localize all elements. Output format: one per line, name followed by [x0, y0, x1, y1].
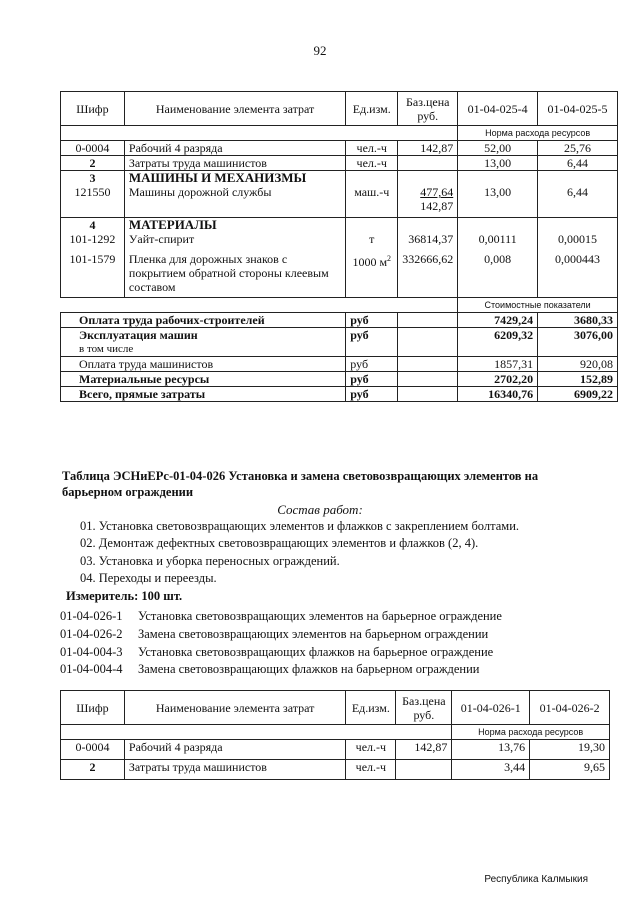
code-line: 01-04-004-4 Замена световозвращающих флажков на барьерном ограждении — [60, 662, 480, 676]
table-row: 121550 Машины дорожной службы маш.-ч 477,64 142,87 13,00 6,44 — [61, 185, 618, 217]
cost-row: Материальные ресурсы руб 2702,20 152,89 — [61, 372, 618, 387]
col-header-code: Шифр — [61, 691, 125, 725]
work-item: 02. Демонтаж дефектных световозвращающих элементов и флажков (2, 4). — [80, 536, 479, 550]
col-header-unit: Ед.изм. — [346, 691, 396, 725]
table-row: 2 Затраты труда машинистов чел.-ч 3,44 9,65 — [61, 760, 610, 780]
footer-region: Республика Калмыкия — [484, 874, 588, 885]
col-header-rate-2: 01-04-025-5 — [538, 92, 618, 126]
norm-label: Норма расхода ресурсов — [458, 126, 618, 141]
col-header-rate-1: 01-04-025-4 — [458, 92, 538, 126]
section-title: Таблица ЭСНиЕРс-01-04-026 Установка и замена световозвращающих элементов на барьерном ограждении — [62, 469, 539, 499]
table-row: 4 МАТЕРИАЛЫ — [61, 217, 618, 232]
code-line: 01-04-026-2 Замена световозвращающих элементов на барьерном ограждении — [60, 627, 489, 641]
norm-label: Норма расхода ресурсов — [452, 725, 610, 740]
col-header-name: Наименование элемента затрат — [124, 92, 345, 126]
cost-row: Всего, прямые затраты руб 16340,76 6909,22 — [61, 387, 618, 402]
cost-row: Оплата труда рабочих-строителей руб 7429,24 3680,33 — [61, 313, 618, 328]
table-row: 101-1292 Уайт-спирит т 36814,37 0,00111 0,00015 — [61, 232, 618, 252]
code-line: 01-04-026-1 Установка световозвращающих элементов на барьерное ограждение — [60, 609, 502, 623]
page-number: 92 — [313, 43, 327, 58]
table-row: 0-0004 Рабочий 4 разряда чел.-ч 142,87 52,00 25,76 — [61, 141, 618, 156]
col-header-rate-2: 01-04-026-2 — [530, 691, 610, 725]
composition-label: Состав работ: — [277, 502, 363, 517]
col-header-unit: Ед.изм. — [346, 92, 398, 126]
resource-table-2 — [60, 690, 610, 780]
table-row: 0-0004 Рабочий 4 разряда чел.-ч 142,87 13,76 19,30 — [61, 740, 610, 760]
cost-row: Эксплуатация машин в том числе руб 6209,32 3076,00 — [61, 328, 618, 357]
resource-table-1 — [60, 91, 618, 402]
table-row: 2 Затраты труда машинистов чел.-ч 13,00 6,44 — [61, 156, 618, 171]
col-header-rate-1: 01-04-026-1 — [452, 691, 530, 725]
work-item: 03. Установка и уборка переносных ограждений. — [80, 554, 340, 568]
cost-row: Оплата труда машинистов руб 1857,31 920,08 — [61, 357, 618, 372]
col-header-code: Шифр — [61, 92, 125, 126]
table-row: 101-1579 Пленка для дорожных знаков с покрытием обратной стороны клеевым составом 1000 $м^2$ 332666,62 0,008 0,000443 — [61, 252, 618, 298]
col-header-name: Наименование элемента затрат — [124, 691, 345, 725]
table-row: 3 МАШИНЫ И МЕХАНИЗМЫ — [61, 171, 618, 186]
work-item: 04. Переходы и переезды. — [80, 571, 217, 585]
cost-label: Стоимостные показатели — [458, 298, 618, 313]
code-line: 01-04-004-3 Установка световозвращающих флажков на барьерное ограждение — [60, 645, 494, 659]
col-header-price: Баз.цена руб. — [398, 92, 458, 126]
measure-unit: Измеритель: 100 шт. — [66, 589, 183, 603]
col-header-price: Баз.цена руб. — [396, 691, 452, 725]
work-item: 01. Установка световозвращающих элементов и флажков с закреплением болтами. — [80, 519, 520, 533]
